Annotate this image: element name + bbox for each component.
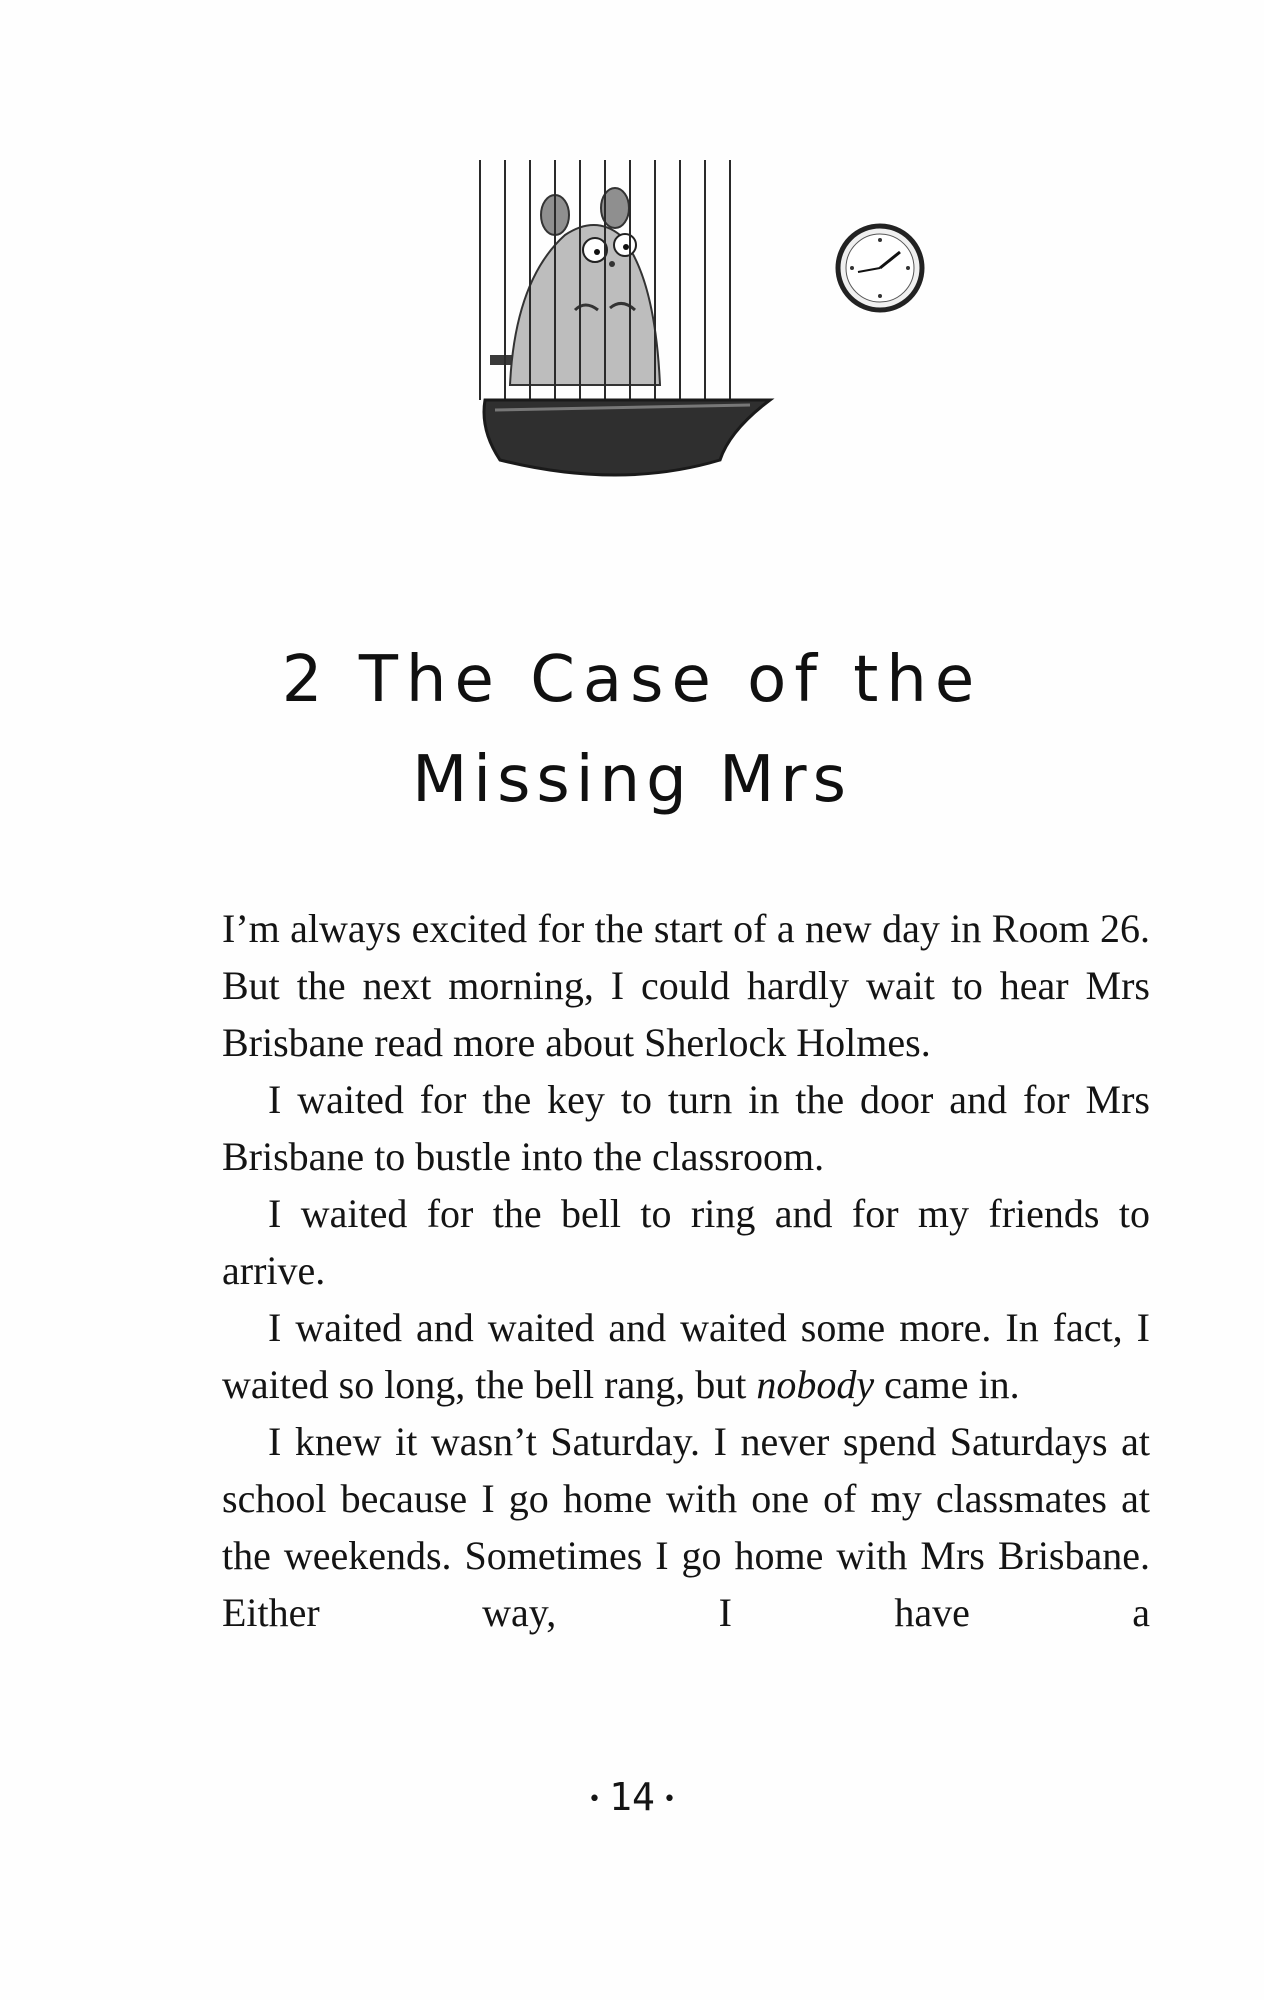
paragraph-text: I waited for the key to turn in the door and for Mrs Brisbane to bustle into the classroom. [222,1077,1150,1179]
paragraph-text: I knew it wasn’t Saturday. I never spend Saturdays at school because I go home with one of my classmates at the weekends. Sometimes I go home with Mrs Brisbane. Either way, I have a [222,1419,1150,1635]
paragraph-text: I waited and waited and waited some more. In fact, I waited so long, the bell rang, but [222,1305,1150,1407]
wall-clock-icon [838,226,922,310]
chapter-title-line-1: 2 The Case of the [281,643,983,717]
paragraph-text: came in. [874,1362,1020,1407]
page-number-dot-right: • [662,1787,677,1812]
chapter-title [200,630,1064,830]
chapter-title-line-2: Missing Mrs [412,743,852,817]
paragraph [222,1413,1150,1641]
hamster-cage-illustration [470,160,950,600]
page-number [0,1775,1264,1819]
paragraph [222,900,1150,1071]
page-number-dot-left: • [587,1787,602,1812]
cage-base [484,400,770,475]
paragraph [222,1299,1150,1413]
hamster-icon [510,188,660,385]
chapter-body [222,900,1150,1641]
page-number-value: 14 [609,1775,655,1819]
paragraph-text: I’m always excited for the start of a new day in Room 26. But the next morning, I could hardly wait to hear Mrs Brisbane read more about Sherlock Holmes. [222,906,1150,1065]
paragraph-text: I waited for the bell to ring and for my friends to arrive. [222,1191,1150,1293]
paragraph [222,1185,1150,1299]
paragraph [222,1071,1150,1185]
emphasis-text: nobody [756,1362,875,1407]
